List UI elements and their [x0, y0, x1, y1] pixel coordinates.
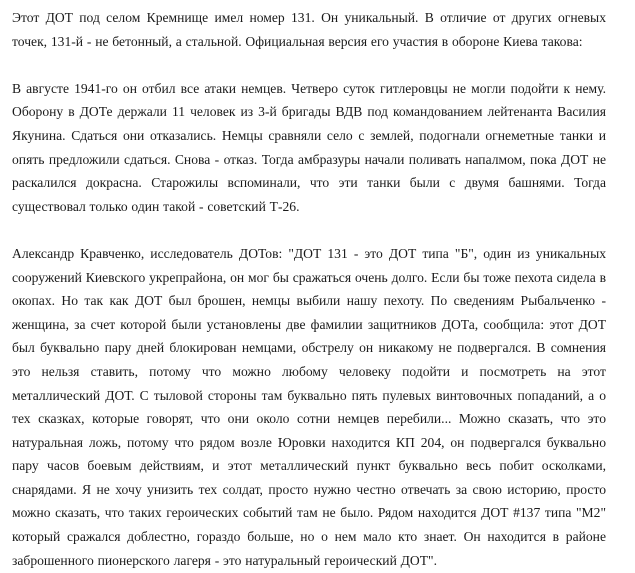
paragraph-official-version: В августе 1941-го он отбил все атаки немцев. Четверо суток гитлеровцы не могли подойти к нему. Оборону в ДОТе держали 11 человек из 3-й бригады ВДВ под командованием лейтенанта Василия Якунина. Сдаться они отказались. Немцы сравняли село с землей, подогнали огнеметные танки и опять предложили сдаться. Снова - отказ. Тогда амбразуры начали поливать напалмом, пока ДОТ не раскалился докрасна. Старожилы вспоминали, что эти танки были с двумя башнями. Тогда существовал только один такой - советский Т-26. [12, 80, 606, 214]
paragraph-intro: Этот ДОТ под селом Кремнище имел номер 131. Он уникальный. В отличие от других огневых точек, 131-й - не бетонный, а стальной. Официальная версия его участия в обороне Киева такова: [12, 10, 606, 49]
article-text [12, 6, 606, 572]
paragraph-researcher-quote: Александр Кравченко, исследователь ДОТов: "ДОТ 131 - это ДОТ типа "Б", один из уникальных сооружений Киевского укрепрайона, он мог бы сражаться очень долго. Если бы тоже пехота сидела в окопах. Но так как ДОТ был брошен, немцы выбили нашу пехоту. По сведениям Рыбальченко - женщина, за счет которой были установлены две фамилии защитников ДОТа, сообщила: этот ДОТ был буквально пару дней блокирован немцами, обстрелу он никакому не подвергался. В сомнения это нельзя ставить, потому что можно любому человеку подойти и посмотреть на этот металлический ДОТ. С тыловой стороны там буквально пять пулевых винтовочных попаданий, а о тех сказках, которые говорят, что они около сотни немцев перебили... Можно сказать, что это натуральная ложь, потому что рядом возле Юровки находится КП 204, он подвергался буквально пару часов боевым действиям, и этот металлический пункт буквально весь побит осколками, снарядами. Я не хочу унизить тех солдат, просто нужно честно отвечать за свою историю, просто можно сказать, что таких героических событий там не было. Рядом находится ДОТ #137 типа "М2" который сражался доблестно, гораздо больше, но о нем мало кто знает. Он находится в районе заброшенного пионерского лагеря - это натуральный героический ДОТ". [12, 245, 606, 568]
